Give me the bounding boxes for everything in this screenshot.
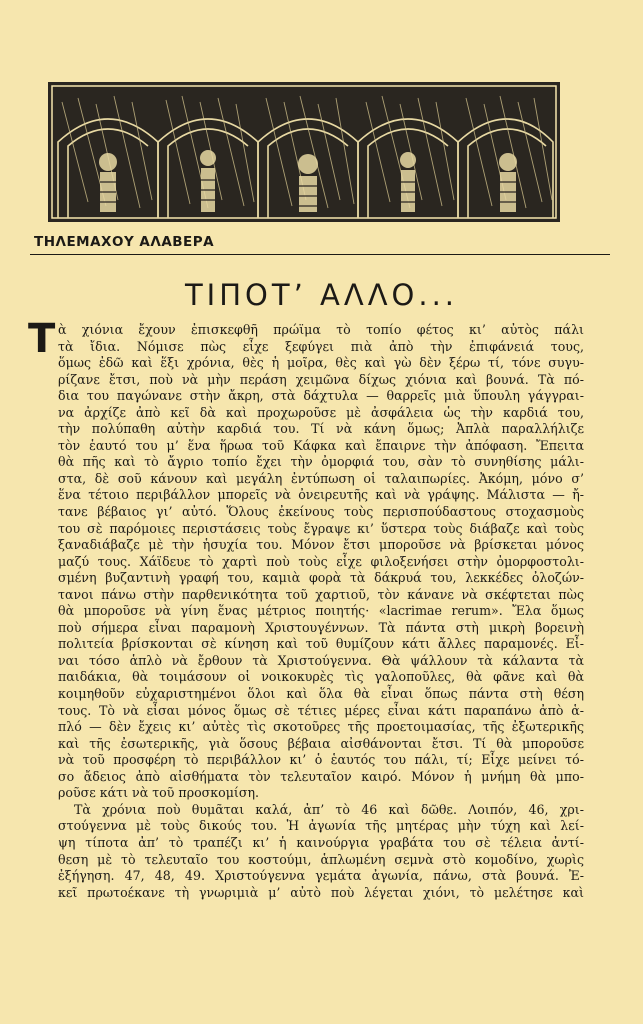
text-line: παιδάκια, θὰ τοιμάσουν οἱ νοικοκυρὲς τὶς γαλοποῦλες, θὰ φᾶνε καὶ θὰ (58, 669, 584, 685)
text-line: θεση μὲ τὸ τελευταῖο του κοστούμι, ἁπλωμένη σεμνὰ στὸ κομοδίνο, χωρὶς (58, 851, 584, 867)
text-line: σο ἄδειος ἀπὸ αἰσθήματα τὸν τελευταῖον καιρό. Μόνον ἡ μνήμη θὰ μπο- (58, 768, 584, 784)
text-line: στα, δὲ σοῦ κάνουν καὶ μεγάλη ἐντύπωση οἱ ταλαιπωρίες. Ἀκόμη, μόνο σ’ (58, 470, 584, 486)
text-line: ἕνα τέτοιο περιβάλλον μπορεῖς νὰ ὀνειρευτῆς καὶ νὰ γράψης. Μάλιστα — ἤ- (58, 487, 584, 503)
paragraph-1 (28, 316, 584, 802)
text-line: ψη τίποτα ἀπ’ τὸ τραπέζι κι’ ἡ καινούργια γραβάτα του σὲ τέλεια ἀντί- (58, 834, 584, 850)
text-line: δια του παγώνανε στὴν ἄκρη, στὰ δάχτυλα — θαρρεῖς μιὰ ὕπουλη γάγγραι- (58, 388, 584, 404)
text-line: στούγεννα μὲ τοὺς δικούς του. Ἡ ἀγωνία τῆς μητέρας μὴν τύχη καὶ λεί- (58, 818, 584, 834)
text-line: ροῦσε κάτι νὰ τοῦ προσκομίση. (58, 785, 260, 801)
text-line: ἐξήγηση. 47, 48, 49. Χριστούγεννα γεμάτα ἀγωνία, πάνω, στὰ βουνά. Ἐ- (58, 868, 584, 884)
text-line: να ἀρχίζε ἀπὸ κεῖ δὰ καὶ προχωροῦσε μὲ ἀσφάλεια ὡς τὴν καρδιά του, (58, 404, 584, 420)
text-line: ὰ χιόνια ἔχουν ἐπισκεφθῆ πρώϊμα τὸ τοπίο φέτος κι’ αὐτὸς πάλι (58, 322, 584, 337)
text-line: μαζύ τους. Χάϊδευε τὸ χαρτὶ ποὺ τοὺς εἶχε φιλοξενήσει στὴν ὀμορφοστολι- (58, 553, 584, 569)
text-line: σμένη βυζαντινὴ γραφή του, καμιὰ φορὰ τὰ δάκρυά του, λεκκέδες ὀλοζών- (58, 570, 584, 586)
header-woodcut-illustration (48, 82, 560, 222)
paragraph-2 (58, 802, 584, 901)
text-line: τανοι πάνω στὴν παρθενικότητα τοῦ χαρτιοῦ, τὸν κάνανε νὰ σκέφτεται πὼς (58, 586, 584, 602)
text-line: τανε βέβαιος γι’ αὐτό. Ὅλους ἐκείνους τοὺς περισπούδαστους στοχασμοὺς (58, 504, 584, 520)
text-line: πολιτεία βρίσκονται σὲ κίνηση καὶ τοῦ θυμίζουν κάτι ἄλλες παραμονές. Εἶ- (58, 636, 584, 652)
article-title: ΤΙΠΟΤ’ ΑΛΛΟ... (184, 278, 459, 312)
author-name: ΤΗΛΕΜΑΧΟΥ ΑΛΑΒΕΡΑ (34, 234, 215, 250)
text-line: τὸν ἑαυτό του μ’ ἕνα ἥρωα τοῦ Κάφκα καὶ ἔπαιρνε τὴν ἀπόφαση. Ἔπειτα (58, 437, 584, 453)
text-line: πλό — δὲν ἔχεις κι’ αὐτὲς τὶς σκοτοῦρες τῆς προετοιμασίας, τῆς ἐξωτερικῆς (58, 719, 584, 735)
text-line: κοιμηθοῦν εὐχαριστημένοι ὅλοι καὶ ὅλα θὰ εἶναι ὅπως πάντα στὴ θέση (58, 686, 584, 702)
text-line: ξαναδιάβαζε μὲ τὴν ἡσυχία του. Μόνον ἔτσι μποροῦσε νὰ βρίσκεται μόνος (58, 537, 584, 553)
text-line: ὅμως ἐδῶ καὶ ἕξι χρόνια, θὲς ἡ μοῖρα, θὲς καὶ γὼ δὲν ξέρω τί, τόνε συγυ- (58, 355, 584, 371)
text-line: κεῖ πρωτοέκανε τὴ γνωριμιὰ μ’ αὐτὸ ποὺ λέγεται χιόνι, τὸ μελέτησε καὶ (58, 884, 584, 900)
text-line: θὰ μποροῦσε νὰ γίνη ἕνας μέτριος ποιητής· «lacrimae rerum». Ἔλα ὅμως (58, 603, 584, 619)
text-line: νὰ τοῦ προσφέρη τὸ περιβάλλον κι’ ὁ ἑαυτός του πάλι, τί; Εἶχε μείνει τό- (58, 752, 584, 768)
article-body (28, 316, 584, 901)
text-line: Τὰ χρόνια ποὺ θυμᾶται καλά, ἀπ’ τὸ 46 καὶ δῶθε. Λοιπόν, 46, χρι- (74, 801, 584, 817)
text-line: θὰ πῆς καὶ τὸ ἄγριο τοπίο ἔχει τὴν ὀμορφιά του, σὰν τὸ συνηθίσης μάλι- (58, 454, 584, 470)
text-line: ρίζανε ἔτσι, ποὺ νὰ μὴν περάση χειμῶνα δίχως χιόνια καὶ βουνά. Τὰ πό- (58, 371, 584, 387)
text-line: ποὺ σήμερα εἶναι παραμονὴ Χριστουγέννων. Τὰ πάντα στὴ μικρὴ βορεινὴ (58, 619, 584, 635)
text-line: τους. Τὸ νὰ εἶσαι μόνος ὅμως σὲ τέτιες μέρες εἶναι κάτι παραπάνω ἀπὸ ἁ- (58, 702, 584, 718)
text-line: τὰ ἴδια. Νόμισε πὼς εἶχε ξεφύγει πιὰ ἀπὸ τὴν ἐπιφάνειά τους, (58, 338, 584, 354)
text-line: του σὲ παρόμοιες περιστάσεις τοὺς ἔγραψε κι’ ὕστερα τοὺς διάβαζε καὶ τοὺς (58, 520, 584, 536)
drop-cap: Τ (28, 316, 56, 362)
text-line: καὶ τῆς ἐσωτερικῆς, γιὰ ὅσους βέβαια αἰσθάνονται ἔτσι. Τί θὰ μποροῦσε (58, 735, 584, 751)
text-line: ναι τόσο ἁπλὸ νὰ ἔρθουν τὰ Χριστούγεννα. Θὰ ψάλλουν τὰ κάλαντα τὰ (58, 652, 584, 668)
woodcut-byzantine-arches-icon (48, 82, 560, 222)
text-line: τὴν πολύπαθη αὐτὴν καρδιά του. Τί νὰ κάνη ὅμως; Ἀπλὰ παραλλήλιζε (58, 421, 584, 437)
header-divider (30, 254, 610, 255)
